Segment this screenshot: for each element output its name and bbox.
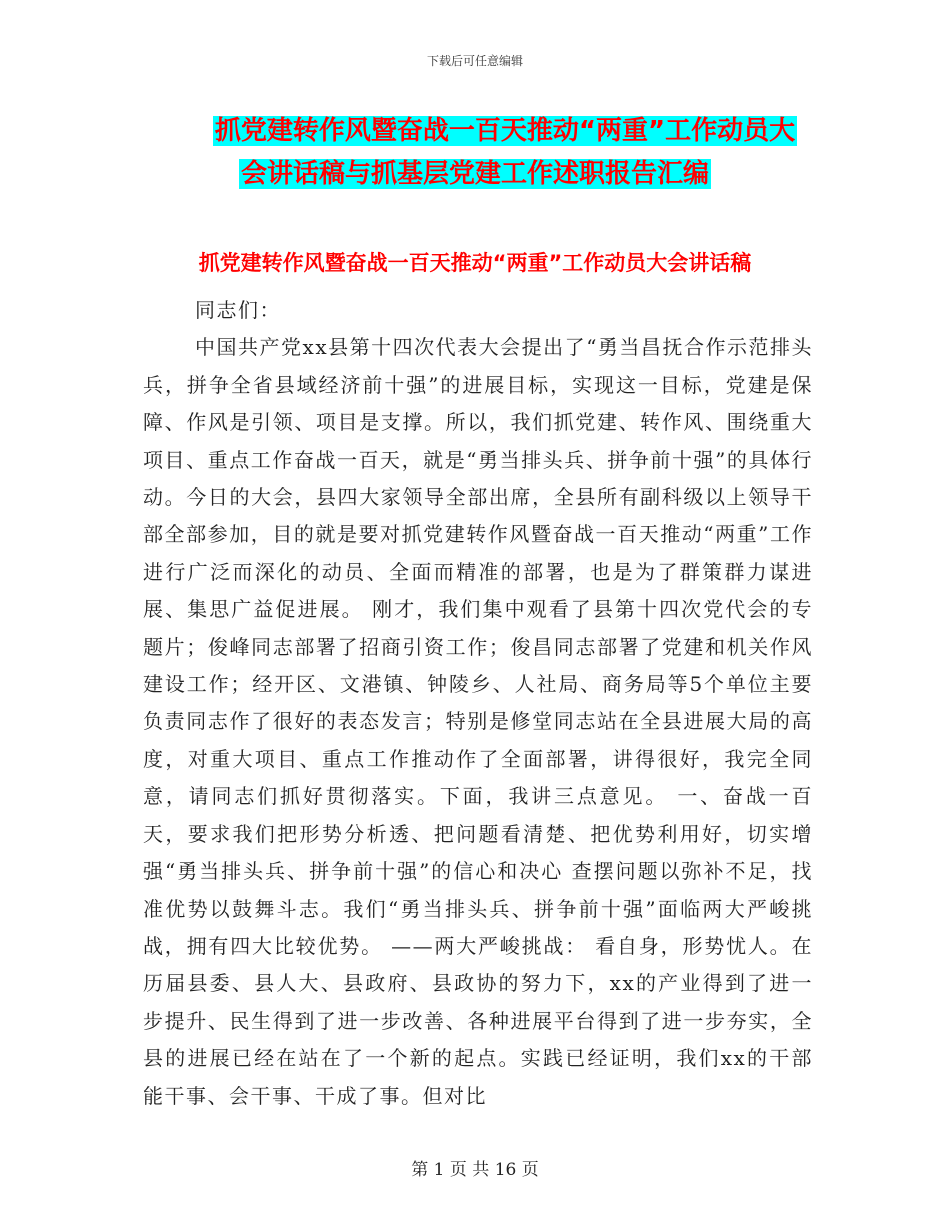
document-title-line-2-text: 会讲话稿与抓基层党建工作述职报告汇编 bbox=[240, 159, 709, 189]
salutation: 同志们： bbox=[195, 298, 281, 322]
page-footer: 第 1 页 共 16 页 bbox=[411, 1160, 539, 1180]
document-title-line-2 bbox=[0, 153, 950, 195]
section-title: 抓党建转作风暨奋战一百天推动“两重”工作动员大会讲话稿 bbox=[198, 251, 752, 275]
document-title-line-1-text: 抓党建转作风暨奋战一百天推动“两重”工作动员大 bbox=[214, 116, 796, 146]
header-note: 下载后可任意编辑 bbox=[426, 54, 523, 68]
document-title-line-1 bbox=[0, 110, 950, 152]
body-paragraph: 中国共产党xx县第十四次代表大会提出了“勇当昌抚合作示范排头兵，拼争全省县域经济前十强”的进展目标，实现这一目标，党建是保障、作风是引领、项目是支撑。所以，我们抓党建、转作风、围绕重大项目、重点工作奋战一百天，就是“勇当排头兵、拼争前十强”的具体行动。今日的大会，县四大家领导全部出席，全县所有副科级以上领导干部全部参加，目的就是要对抓党建转作风暨奋战一百天推动“两重”工作进行广泛而深化的动员、全面而精准的部署，也是为了群策群力谋进展、集思广益促进展。 刚才，我们集中观看了县第十四次党代会的专题片；俊峰同志部署了招商引资工作；俊昌同志部署了党建和机关作风建设工作；经开区、文港镇、钟陵乡、人社局、商务局等5个单位主要负责同志作了很好的表态发言；特别是修堂同志站在全县进展大局的高度，对重大项目、重点工作推动作了全面部署，讲得很好，我完全同意，请同志们抓好贯彻落实。下面，我讲三点意见。 一、奋战一百天，要求我们把形势分析透、把问题看清楚、把优势利用好，切实增强“勇当排头兵、拼争前十强”的信心和决心 查摆问题以弥补不足，找准优势以鼓舞斗志。我们“勇当排头兵、拼争前十强”面临两大严峻挑战，拥有四大比较优势。 ——两大严峻挑战： 看自身，形势忧人。在历届县委、县人大、县政府、县政协的努力下，xx的产业得到了进一步提升、民生得到了进一步改善、各种进展平台得到了进一步夯实，全县的进展已经在站在了一个新的起点。实践已经证明，我们xx的干部能干事、会干事、干成了事。但对比 bbox=[143, 335, 813, 1108]
document-body bbox=[143, 292, 813, 1115]
